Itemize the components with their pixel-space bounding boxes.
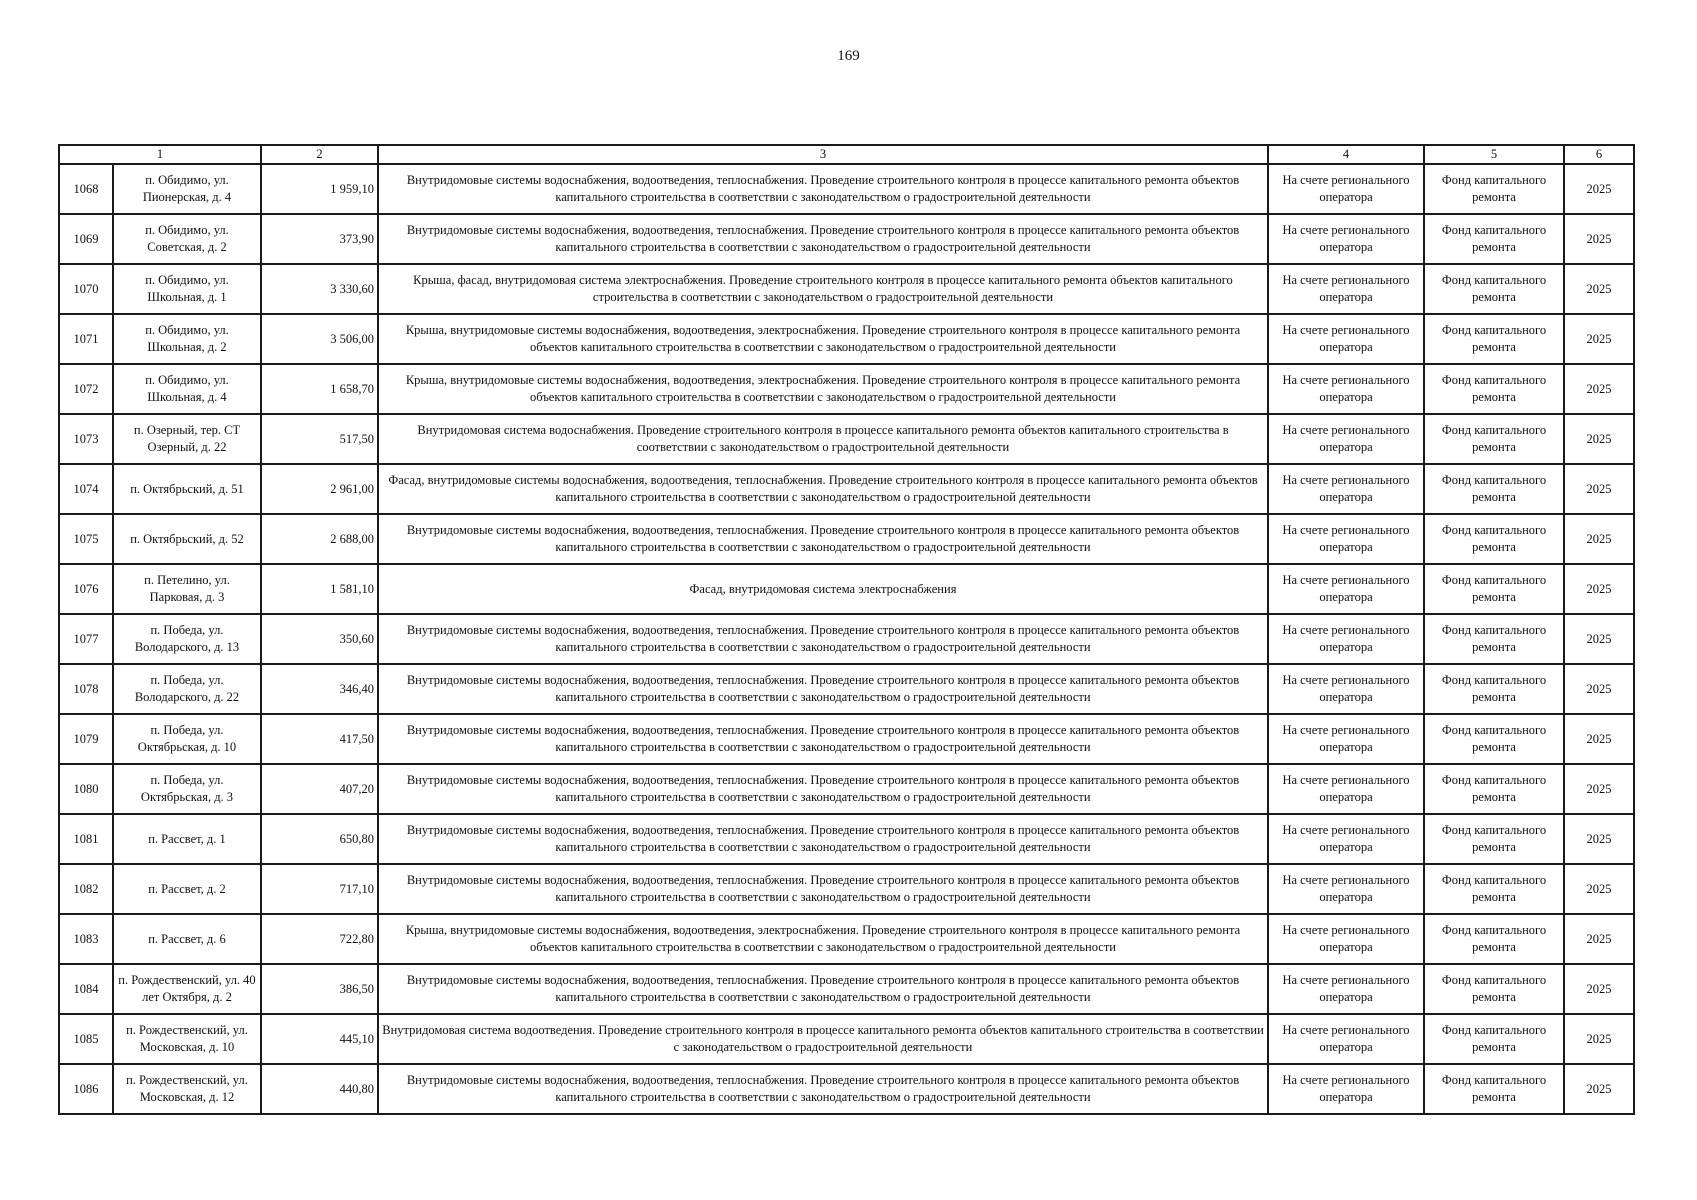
year-cell: 2025 — [1564, 564, 1634, 614]
row-number: 1073 — [59, 414, 113, 464]
area-cell: 417,50 — [261, 714, 378, 764]
table-row — [59, 164, 1634, 214]
area-cell: 350,60 — [261, 614, 378, 664]
row-number: 1076 — [59, 564, 113, 614]
works-description-cell: Внутридомовые системы водоснабжения, водоотведения, теплоснабжения. Проведение строительного контроля в процессе капитального ремонта объектов капитального строительства в соответствии с законодательством о градостроительной деятельности — [378, 964, 1268, 1014]
table-row — [59, 714, 1634, 764]
row-number: 1074 — [59, 464, 113, 514]
table-row — [59, 1064, 1634, 1114]
column-header-1: 1 — [59, 145, 261, 164]
table-row — [59, 464, 1634, 514]
row-number: 1081 — [59, 814, 113, 864]
funding-source-cell: Фонд капитального ремонта — [1424, 564, 1564, 614]
area-cell: 1 581,10 — [261, 564, 378, 614]
area-cell: 3 330,60 — [261, 264, 378, 314]
address-cell: п. Петелино, ул. Парковая, д. 3 — [113, 564, 261, 614]
account-method-cell: На счете регионального оператора — [1268, 464, 1424, 514]
address-cell: п. Обидимо, ул. Пионерская, д. 4 — [113, 164, 261, 214]
address-cell: п. Обидимо, ул. Школьная, д. 4 — [113, 364, 261, 414]
column-number-row — [59, 145, 1634, 164]
year-cell: 2025 — [1564, 614, 1634, 664]
area-cell: 722,80 — [261, 914, 378, 964]
year-cell: 2025 — [1564, 864, 1634, 914]
column-header-3: 3 — [378, 145, 1268, 164]
row-number: 1084 — [59, 964, 113, 1014]
year-cell: 2025 — [1564, 314, 1634, 364]
table-row — [59, 914, 1634, 964]
account-method-cell: На счете регионального оператора — [1268, 514, 1424, 564]
year-cell: 2025 — [1564, 814, 1634, 864]
column-header-2: 2 — [261, 145, 378, 164]
year-cell: 2025 — [1564, 764, 1634, 814]
year-cell: 2025 — [1564, 964, 1634, 1014]
account-method-cell: На счете регионального оператора — [1268, 614, 1424, 664]
works-description-cell: Внутридомовые системы водоснабжения, водоотведения, теплоснабжения. Проведение строительного контроля в процессе капитального ремонта объектов капитального строительства в соответствии с законодательством о градостроительной деятельности — [378, 814, 1268, 864]
column-header-6: 6 — [1564, 145, 1634, 164]
account-method-cell: На счете регионального оператора — [1268, 1014, 1424, 1064]
works-description-cell: Внутридомовые системы водоснабжения, водоотведения, теплоснабжения. Проведение строительного контроля в процессе капитального ремонта объектов капитального строительства в соответствии с законодательством о градостроительной деятельности — [378, 764, 1268, 814]
year-cell: 2025 — [1564, 1014, 1634, 1064]
funding-source-cell: Фонд капитального ремонта — [1424, 964, 1564, 1014]
area-cell: 1 959,10 — [261, 164, 378, 214]
works-description-cell: Фасад, внутридомовые системы водоснабжения, водоотведения, теплоснабжения. Проведение строительного контроля в процессе капитального ремонта объектов капитального строительства в соответствии с законодательством о градостроительной деятельности — [378, 464, 1268, 514]
address-cell: п. Победа, ул. Володарского, д. 13 — [113, 614, 261, 664]
funding-source-cell: Фонд капитального ремонта — [1424, 764, 1564, 814]
year-cell: 2025 — [1564, 1064, 1634, 1114]
row-number: 1083 — [59, 914, 113, 964]
works-description-cell: Внутридомовые системы водоснабжения, водоотведения, теплоснабжения. Проведение строительного контроля в процессе капитального ремонта объектов капитального строительства в соответствии с законодательством о градостроительной деятельности — [378, 614, 1268, 664]
table-row — [59, 614, 1634, 664]
area-cell: 3 506,00 — [261, 314, 378, 364]
funding-source-cell: Фонд капитального ремонта — [1424, 214, 1564, 264]
area-cell: 650,80 — [261, 814, 378, 864]
works-description-cell: Крыша, внутридомовые системы водоснабжения, водоотведения, электроснабжения. Проведение строительного контроля в процессе капитального ремонта объектов капитального строительства в соответствии с законодательством о градостроительной деятельности — [378, 314, 1268, 364]
area-cell: 386,50 — [261, 964, 378, 1014]
year-cell: 2025 — [1564, 264, 1634, 314]
account-method-cell: На счете регионального оператора — [1268, 864, 1424, 914]
funding-source-cell: Фонд капитального ремонта — [1424, 664, 1564, 714]
table-row — [59, 564, 1634, 614]
table-row — [59, 664, 1634, 714]
funding-source-cell: Фонд капитального ремонта — [1424, 514, 1564, 564]
account-method-cell: На счете регионального оператора — [1268, 964, 1424, 1014]
area-cell: 517,50 — [261, 414, 378, 464]
account-method-cell: На счете регионального оператора — [1268, 914, 1424, 964]
funding-source-cell: Фонд капитального ремонта — [1424, 414, 1564, 464]
area-cell: 373,90 — [261, 214, 378, 264]
works-description-cell: Внутридомовые системы водоснабжения, водоотведения, теплоснабжения. Проведение строительного контроля в процессе капитального ремонта объектов капитального строительства в соответствии с законодательством о градостроительной деятельности — [378, 1064, 1268, 1114]
year-cell: 2025 — [1564, 164, 1634, 214]
area-cell: 440,80 — [261, 1064, 378, 1114]
row-number: 1072 — [59, 364, 113, 414]
address-cell: п. Озерный, тер. СТ Озерный, д. 22 — [113, 414, 261, 464]
table-body — [59, 164, 1634, 1114]
works-description-cell: Внутридомовые системы водоснабжения, водоотведения, теплоснабжения. Проведение строительного контроля в процессе капитального ремонта объектов капитального строительства в соответствии с законодательством о градостроительной деятельности — [378, 864, 1268, 914]
row-number: 1075 — [59, 514, 113, 564]
area-cell: 2 688,00 — [261, 514, 378, 564]
table-row — [59, 814, 1634, 864]
row-number: 1080 — [59, 764, 113, 814]
address-cell: п. Рождественский, ул. Московская, д. 12 — [113, 1064, 261, 1114]
address-cell: п. Обидимо, ул. Школьная, д. 1 — [113, 264, 261, 314]
row-number: 1078 — [59, 664, 113, 714]
table-row — [59, 764, 1634, 814]
works-description-cell: Крыша, внутридомовые системы водоснабжения, водоотведения, электроснабжения. Проведение строительного контроля в процессе капитального ремонта объектов капитального строительства в соответствии с законодательством о градостроительной деятельности — [378, 914, 1268, 964]
address-cell: п. Рассвет, д. 2 — [113, 864, 261, 914]
works-description-cell: Внутридомовые системы водоснабжения, водоотведения, теплоснабжения. Проведение строительного контроля в процессе капитального ремонта объектов капитального строительства в соответствии с законодательством о градостроительной деятельности — [378, 164, 1268, 214]
works-description-cell: Фасад, внутридомовая система электроснабжения — [378, 564, 1268, 614]
page-number: 169 — [837, 48, 860, 64]
capital-repair-table — [58, 144, 1635, 1115]
table-row — [59, 1014, 1634, 1064]
account-method-cell: На счете регионального оператора — [1268, 1064, 1424, 1114]
year-cell: 2025 — [1564, 514, 1634, 564]
address-cell: п. Обидимо, ул. Школьная, д. 2 — [113, 314, 261, 364]
funding-source-cell: Фонд капитального ремонта — [1424, 1014, 1564, 1064]
account-method-cell: На счете регионального оператора — [1268, 264, 1424, 314]
address-cell: п. Октябрьский, д. 51 — [113, 464, 261, 514]
works-description-cell: Крыша, фасад, внутридомовая система электроснабжения. Проведение строительного контроля в процессе капитального ремонта объектов капитального строительства в соответствии с законодательством о градостроительной деятельности — [378, 264, 1268, 314]
area-cell: 445,10 — [261, 1014, 378, 1064]
address-cell: п. Рассвет, д. 1 — [113, 814, 261, 864]
table-row — [59, 964, 1634, 1014]
year-cell: 2025 — [1564, 464, 1634, 514]
account-method-cell: На счете регионального оператора — [1268, 764, 1424, 814]
works-description-cell: Внутридомовые системы водоснабжения, водоотведения, теплоснабжения. Проведение строительного контроля в процессе капитального ремонта объектов капитального строительства в соответствии с законодательством о градостроительной деятельности — [378, 214, 1268, 264]
account-method-cell: На счете регионального оператора — [1268, 814, 1424, 864]
row-number: 1068 — [59, 164, 113, 214]
address-cell: п. Рождественский, ул. 40 лет Октября, д. 2 — [113, 964, 261, 1014]
funding-source-cell: Фонд капитального ремонта — [1424, 164, 1564, 214]
account-method-cell: На счете регионального оператора — [1268, 414, 1424, 464]
funding-source-cell: Фонд капитального ремонта — [1424, 464, 1564, 514]
table-row — [59, 314, 1634, 364]
year-cell: 2025 — [1564, 364, 1634, 414]
works-description-cell: Крыша, внутридомовые системы водоснабжения, водоотведения, электроснабжения. Проведение строительного контроля в процессе капитального ремонта объектов капитального строительства в соответствии с законодательством о градостроительной деятельности — [378, 364, 1268, 414]
account-method-cell: На счете регионального оператора — [1268, 164, 1424, 214]
year-cell: 2025 — [1564, 714, 1634, 764]
year-cell: 2025 — [1564, 914, 1634, 964]
account-method-cell: На счете регионального оператора — [1268, 664, 1424, 714]
funding-source-cell: Фонд капитального ремонта — [1424, 814, 1564, 864]
row-number: 1069 — [59, 214, 113, 264]
address-cell: п. Победа, ул. Октябрьская, д. 3 — [113, 764, 261, 814]
funding-source-cell: Фонд капитального ремонта — [1424, 314, 1564, 364]
table-row — [59, 514, 1634, 564]
row-number: 1077 — [59, 614, 113, 664]
row-number: 1082 — [59, 864, 113, 914]
funding-source-cell: Фонд капитального ремонта — [1424, 364, 1564, 414]
table-header — [59, 145, 1634, 164]
funding-source-cell: Фонд капитального ремонта — [1424, 864, 1564, 914]
works-description-cell: Внутридомовые системы водоснабжения, водоотведения, теплоснабжения. Проведение строительного контроля в процессе капитального ремонта объектов капитального строительства в соответствии с законодательством о градостроительной деятельности — [378, 714, 1268, 764]
funding-source-cell: Фонд капитального ремонта — [1424, 264, 1564, 314]
address-cell: п. Обидимо, ул. Советская, д. 2 — [113, 214, 261, 264]
table-row — [59, 864, 1634, 914]
table-row — [59, 264, 1634, 314]
funding-source-cell: Фонд капитального ремонта — [1424, 914, 1564, 964]
works-description-cell: Внутридомовая система водоотведения. Проведение строительного контроля в процессе капитального ремонта объектов капитального строительства в соответствии с законодательством о градостроительной деятельности — [378, 1014, 1268, 1064]
account-method-cell: На счете регионального оператора — [1268, 314, 1424, 364]
table-row — [59, 414, 1634, 464]
account-method-cell: На счете регионального оператора — [1268, 364, 1424, 414]
works-description-cell: Внутридомовые системы водоснабжения, водоотведения, теплоснабжения. Проведение строительного контроля в процессе капитального ремонта объектов капитального строительства в соответствии с законодательством о градостроительной деятельности — [378, 514, 1268, 564]
table-row — [59, 214, 1634, 264]
row-number: 1085 — [59, 1014, 113, 1064]
address-cell: п. Рассвет, д. 6 — [113, 914, 261, 964]
area-cell: 407,20 — [261, 764, 378, 814]
area-cell: 2 961,00 — [261, 464, 378, 514]
account-method-cell: На счете регионального оператора — [1268, 564, 1424, 614]
area-cell: 1 658,70 — [261, 364, 378, 414]
row-number: 1070 — [59, 264, 113, 314]
column-header-5: 5 — [1424, 145, 1564, 164]
column-header-4: 4 — [1268, 145, 1424, 164]
year-cell: 2025 — [1564, 414, 1634, 464]
funding-source-cell: Фонд капитального ремонта — [1424, 614, 1564, 664]
row-number: 1086 — [59, 1064, 113, 1114]
address-cell: п. Победа, ул. Володарского, д. 22 — [113, 664, 261, 714]
works-description-cell: Внутридомовые системы водоснабжения, водоотведения, теплоснабжения. Проведение строительного контроля в процессе капитального ремонта объектов капитального строительства в соответствии с законодательством о градостроительной деятельности — [378, 664, 1268, 714]
works-description-cell: Внутридомовая система водоснабжения. Проведение строительного контроля в процессе капитального ремонта объектов капитального строительства в соответствии с законодательством о градостроительной деятельности — [378, 414, 1268, 464]
funding-source-cell: Фонд капитального ремонта — [1424, 1064, 1564, 1114]
area-cell: 346,40 — [261, 664, 378, 714]
funding-source-cell: Фонд капитального ремонта — [1424, 714, 1564, 764]
table-row — [59, 364, 1634, 414]
account-method-cell: На счете регионального оператора — [1268, 214, 1424, 264]
address-cell: п. Октябрьский, д. 52 — [113, 514, 261, 564]
area-cell: 717,10 — [261, 864, 378, 914]
account-method-cell: На счете регионального оператора — [1268, 714, 1424, 764]
address-cell: п. Победа, ул. Октябрьская, д. 10 — [113, 714, 261, 764]
year-cell: 2025 — [1564, 664, 1634, 714]
row-number: 1071 — [59, 314, 113, 364]
address-cell: п. Рождественский, ул. Московская, д. 10 — [113, 1014, 261, 1064]
row-number: 1079 — [59, 714, 113, 764]
year-cell: 2025 — [1564, 214, 1634, 264]
